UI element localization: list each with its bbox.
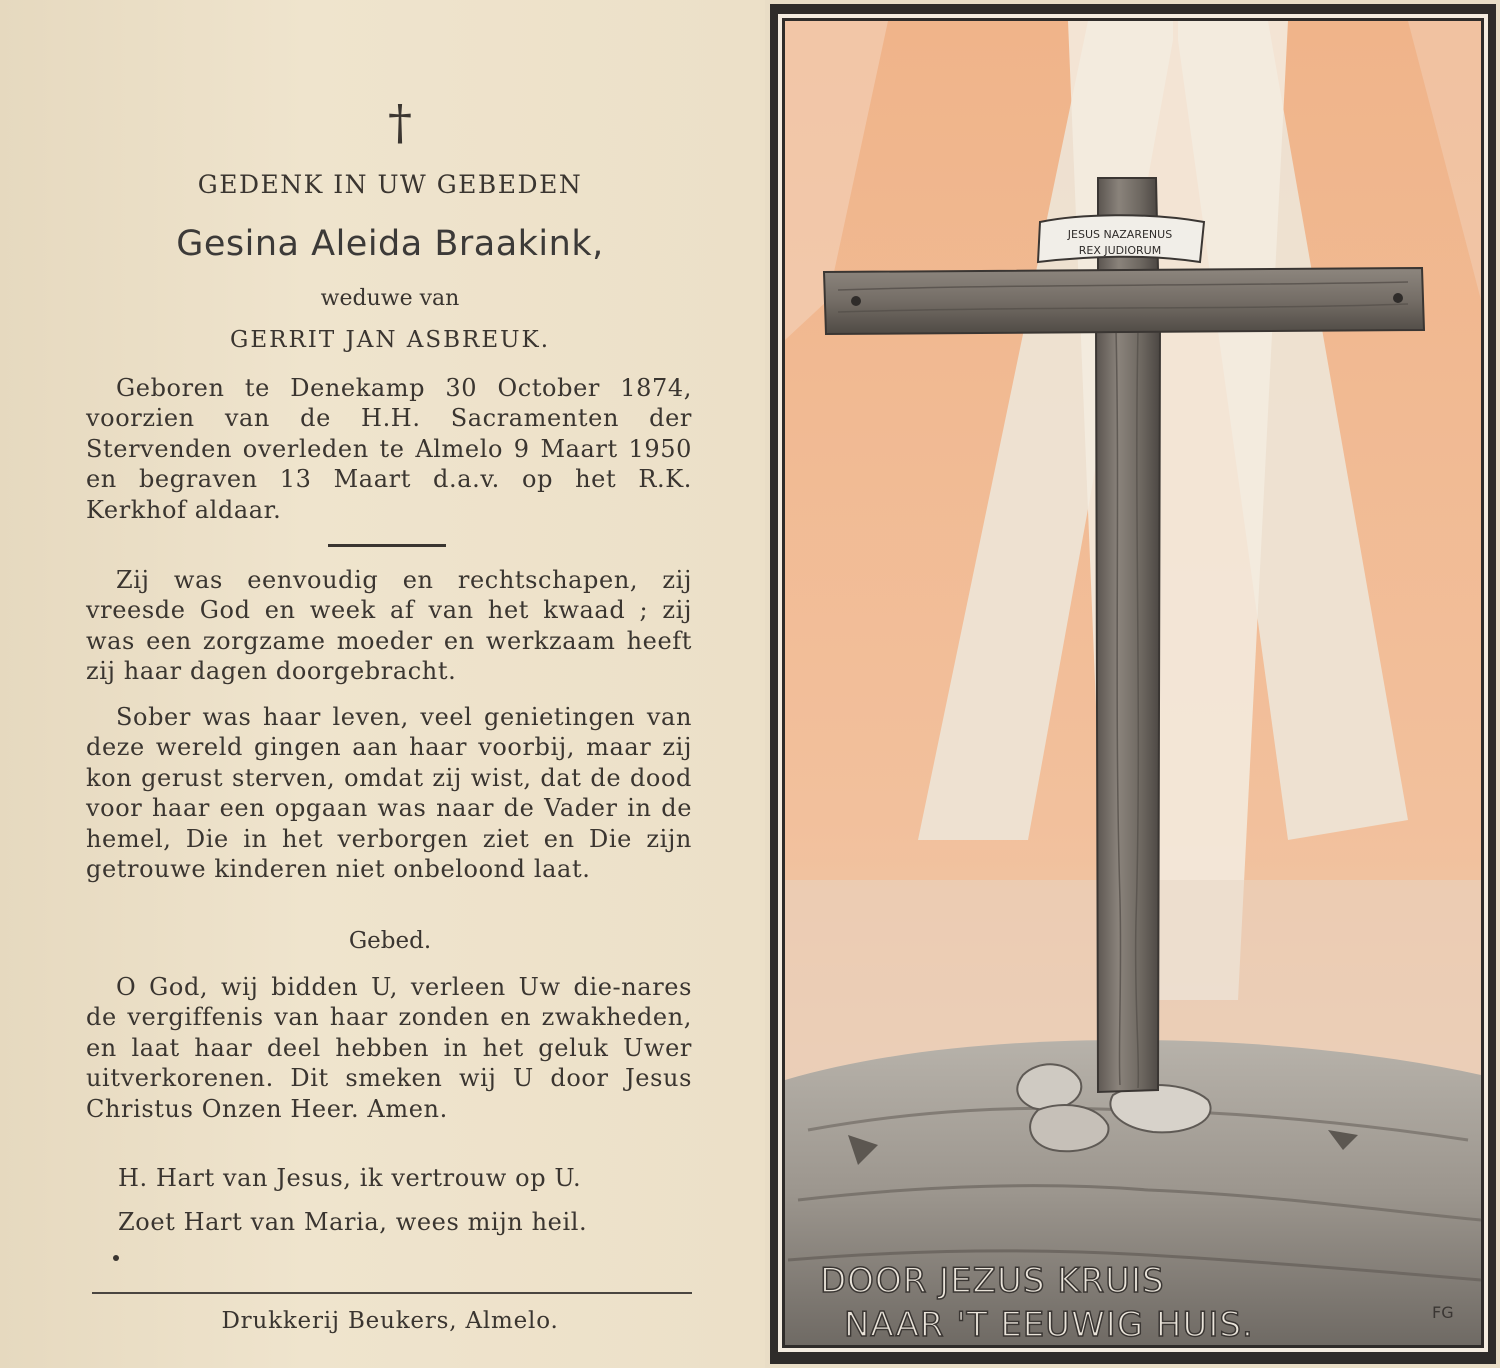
prayer-title: Gebed. [348, 928, 432, 954]
widow-of-label: weduwe van [320, 286, 460, 311]
husband-name: GERRIT JAN ASBREUK. [229, 327, 551, 353]
motto-line-2: NAAR 'T EEUWIG HUIS. [844, 1305, 1254, 1345]
illustration-panel [768, 0, 1500, 1368]
artist-signature: FG [1432, 1303, 1454, 1322]
prayer-paragraph: O God, wij bidden U, verleen Uw die-nares de vergiffenis van haar zonden en zwakheden, en laat haar deel hebben in het geluk Uwer uitverkorenen. Dit smeken wij U door Jesus Christus Onzen Heer. Amen. [86, 973, 692, 1123]
deceased-name: Gesina Aleida Braakink, [176, 224, 604, 264]
svg-text:JESUS NAZARENUS: JESUS NAZARENUS [1067, 228, 1173, 241]
divider-short [328, 544, 446, 547]
invocation-mary: Zoet Hart van Maria, wees mijn heil. [118, 1208, 588, 1236]
invocation-sacred-heart: H. Hart van Jesus, ik vertrouw op U. [118, 1164, 582, 1192]
ink-dot [113, 1255, 119, 1261]
cross-illustration [768, 0, 1500, 1368]
biography-paragraph: Geboren te Denekamp 30 October 1874, voorzien van de H.H. Sacramenten der Stervenden overleden te Almelo 9 Maart 1950 en begraven 13 Maart d.a.v. op het R.K. Kerkhof aldaar. [86, 374, 692, 524]
printer-credit: Drukkerij Beukers, Almelo. [221, 1308, 559, 1334]
virtue-paragraph: Zij was eenvoudig en rechtschapen, zij vreesde God en week af van het kwaad ; zij was een zorgzame moeder en werkzaam heeft zij haar dagen doorgebracht. [86, 566, 692, 686]
motto-line-1: DOOR JEZUS KRUIS [820, 1261, 1165, 1301]
cross-icon: † [388, 95, 412, 151]
svg-text:REX JUDIORUM: REX JUDIORUM [1078, 244, 1162, 257]
memorial-heading: GEDENK IN UW GEBEDEN [197, 170, 583, 199]
divider-long [92, 1292, 692, 1294]
life-paragraph: Sober was haar leven, veel genietingen van deze wereld gingen aan haar voorbij, maar zij kon gerust sterven, omdat zij wist, dat de dood voor haar een opgaan was naar de Vader in de hemel, Die in het verborgen ziet en Die zijn getrouwe kinderen niet onbeloond laat. [86, 703, 692, 884]
